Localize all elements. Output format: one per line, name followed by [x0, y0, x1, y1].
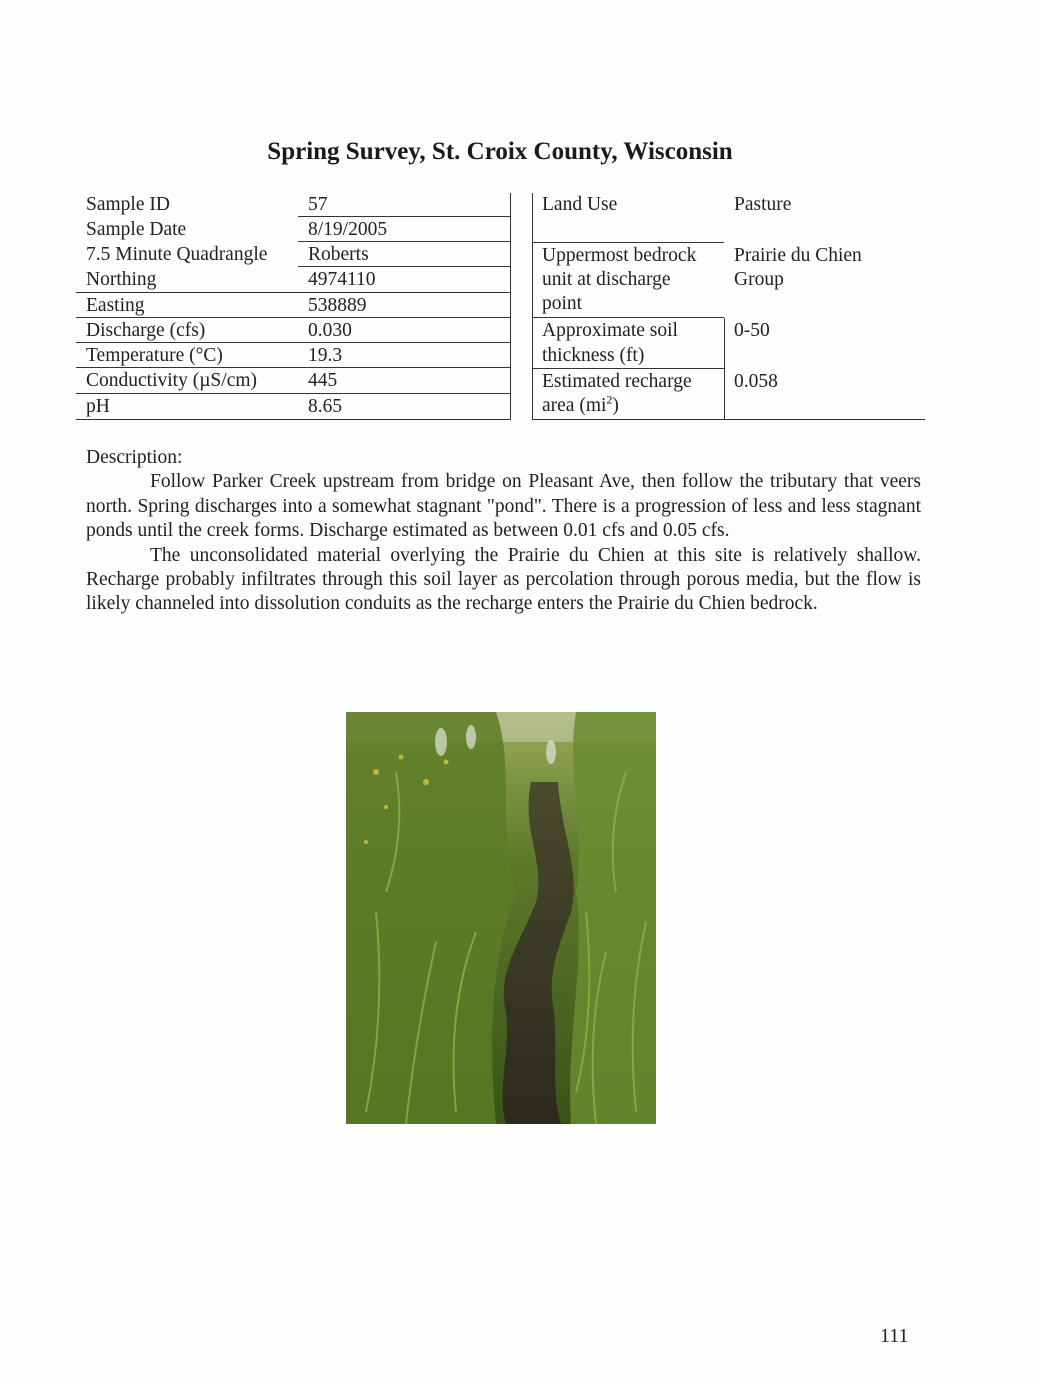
easting-label: Easting	[86, 295, 145, 316]
ph-label: pH	[86, 396, 110, 417]
northing-value: 4974110	[308, 269, 376, 290]
recharge-label-line: area $(mi^2)$	[542, 392, 619, 416]
table-rule	[532, 368, 724, 369]
description-paragraph: Follow Parker Creek upstream from bridge on Pleasant Ave, then follow the tributary that veers north. Spring discharges into a somewhat stagnant "pond". There is a progression of less and less stagnant ponds until the creek forms. Discharge estimated as between 0.01 cfs and 0.05 cfs.	[86, 471, 921, 542]
page-title: Spring Survey, St. Croix County, Wisconsin	[267, 138, 733, 165]
land-use-label: Land Use	[542, 194, 618, 215]
land-use-value: Pasture	[734, 194, 792, 215]
table-rule	[532, 317, 724, 318]
bedrock-label-line: Uppermost bedrock	[542, 245, 697, 266]
bedrock-value-line: Prairie du Chien	[734, 245, 862, 266]
table-rule	[298, 216, 510, 217]
sample-id-label: Sample ID	[86, 194, 170, 215]
discharge-label: Discharge (cfs)	[86, 320, 206, 341]
recharge-area-value: 0.058	[734, 371, 778, 392]
description-paragraph: The unconsolidated material overlying the Prairie du Chien at this site is relatively shallow. Recharge probably infiltrates through this soil layer as percolation through porous media, but the flow is likely channeled into dissolution conduits as the recharge enters the Prairie du Chien bedrock.	[86, 544, 921, 615]
table-rule	[298, 241, 510, 242]
table-rule	[76, 367, 510, 368]
quadrangle-label: 7.5 Minute Quadrangle	[86, 244, 268, 265]
table-border	[724, 318, 725, 420]
temperature-label: Temperature (°C)	[86, 345, 223, 366]
table-rule	[76, 419, 510, 420]
sample-id-value: 57	[308, 194, 328, 215]
table-border	[532, 193, 533, 420]
spring-site-photo	[346, 712, 656, 1124]
temperature-value: 19.3	[308, 345, 343, 366]
table-rule	[532, 419, 925, 420]
ph-value: 8.65	[308, 396, 343, 417]
soil-label-line: thickness (ft)	[542, 345, 645, 366]
conductivity-label: Conductivity (µS/cm)	[86, 370, 258, 391]
page-number: 111	[880, 1325, 909, 1347]
bedrock-value-line: Group	[734, 269, 784, 290]
bedrock-label-line: point	[542, 293, 583, 314]
soil-thickness-value: 0-50	[734, 320, 770, 341]
table-rule	[76, 342, 510, 343]
table-rule	[76, 292, 510, 293]
sample-date-label: Sample Date	[86, 219, 187, 240]
table-rule	[532, 242, 724, 243]
bedrock-label-line: unit at discharge	[542, 269, 671, 290]
soil-label-line: Approximate soil	[542, 320, 678, 341]
easting-value: 538889	[308, 295, 367, 316]
description-section	[86, 446, 921, 617]
table-border	[510, 193, 511, 420]
conductivity-value: 445	[308, 370, 338, 391]
table-rule	[76, 317, 510, 318]
sample-date-value: 8/19/2005	[308, 219, 388, 240]
quadrangle-value: Roberts	[308, 244, 369, 265]
discharge-value: 0.030	[308, 320, 352, 341]
description-heading: Description:	[86, 447, 183, 468]
table-rule	[298, 266, 510, 267]
northing-label: Northing	[86, 269, 157, 290]
table-rule	[76, 393, 510, 394]
recharge-label-line: Estimated recharge	[542, 371, 692, 392]
